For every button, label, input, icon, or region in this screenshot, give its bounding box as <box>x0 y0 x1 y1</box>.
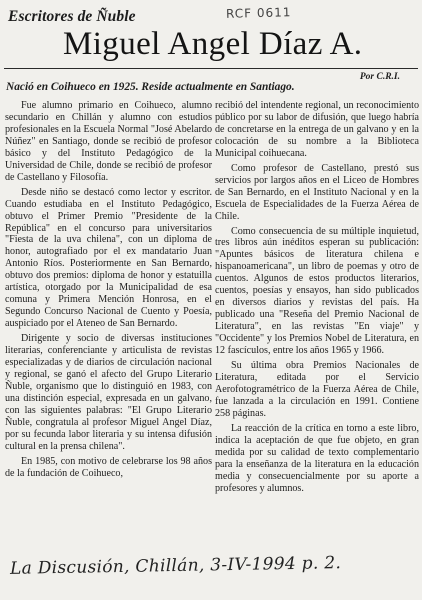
handwritten-source-note: La Discusión, Chillán, 3-IV-1994 p. 2. <box>9 553 342 579</box>
left-column <box>5 100 212 483</box>
paragraph: Desde niño se destacó como lector y escritor. Cuando estudiaba en el Instituto Pedagógico, obtuvo el Primer Premio "Presidente de la República" en el concurso para universitarios "Fiesta de la uva chilena", con un diploma de honor, autografiado por el ex mandatario Juan Antonio Ríos. Posteriormente en San Bernardo, obtuvo dos premios: diploma de honor y estatuilla artística, otorgado por la Municipalidad de esa comuna y Primera Mención Honrosa, en el Segundo Concurso Nacional de Cuento y Poesía, auspiciado por el Ateneo de San Bernardo. <box>5 186 212 330</box>
paragraph: Dirigente y socio de diversas instituciones literarias, conferenciante y articulista de revistas especializadas y de diarios de circulación nacional y regional, se ganó el afecto del Grupo Literario Ñuble, organismo que lo distinguió en 1983, con una distinción especial, expresada en un galvano, con las siguientes palabras: "El Grupo Literario Ñuble, congratula al profesor Miguel Angel Díaz, por su fecunda labor literaria y su intensa difusión cultural en la prensa chilena". <box>5 333 212 452</box>
paragraph: Como profesor de Castellano, prestó sus servicios por largos años en el Liceo de Hombres de San Bernardo, en el Instituto Nacional y en la Escuela de Especialidades de la Fuerza Aérea de Chile. <box>215 162 419 222</box>
right-column <box>215 100 419 498</box>
paragraph: Su última obra Premios Nacionales de Literatura, editada por el Servicio Aerofotogramétrico de la Fuerza Aérea de Chile, fue lanzada a la circulación en 1991. Contiene 258 páginas. <box>215 360 419 419</box>
handwritten-reference-code: RCF 0611 <box>225 5 292 21</box>
article-title: Miguel Angel Díaz A. <box>63 26 363 62</box>
section-header: Escritores de Ñuble <box>8 8 136 25</box>
byline: Por C.R.I. <box>359 72 400 82</box>
paragraph: En 1985, con motivo de celebrarse los 98 años de la fundación de Coihueco, <box>5 455 212 479</box>
title-rule <box>4 68 418 69</box>
paragraph: recibió del intendente regional, un reconocimiento público por su labor de difusión, que luego habría de concretarse en la entrega de un galvano y en la colocación de su nombre a la Biblioteca Municipal coihuecana. <box>215 100 419 159</box>
paragraph: La reacción de la crítica en torno a este libro, indica la aceptación de que fue objeto, en gran medida por su calidad de texto complementario para la enseñanza de la literatura en la educación media y consecuencialmente por su aporte a profesores y alumnos. <box>215 422 419 494</box>
paragraph: Fue alumno primario en Coihueco, alumno secundario en Chillán y alumno con estudios profesionales en la Escuela Normal "José Abelardo Núñez" en Santiago, donde se recibió de profesor básico y del Instituto Pedagógico de la Universidad de Chile, donde se recibió de profesor de Castellano y Filosofía. <box>5 100 212 183</box>
paragraph: Como consecuencia de su múltiple inquietud, tres libros aún inéditos esperan su publicación: "Apuntes básicos de literatura chilena e hispanoamericana", un libro de poemas y otro de cuentos. Algunos de estos productos literarios, cuentos, poesías y ensayos, han sido publicados en diversos diarios y revistas del país. Ha publicado una "Reseña del Premio Nacional de Literatura", en las revistas "En viaje" y "Occidente" y los Premios Nobel de Literatura, en 12 fascículos, entre los años 1965 y 1966. <box>215 225 419 357</box>
lead-line: Nació en Coihueco en 1925. Reside actualmente en Santiago. <box>6 81 295 93</box>
